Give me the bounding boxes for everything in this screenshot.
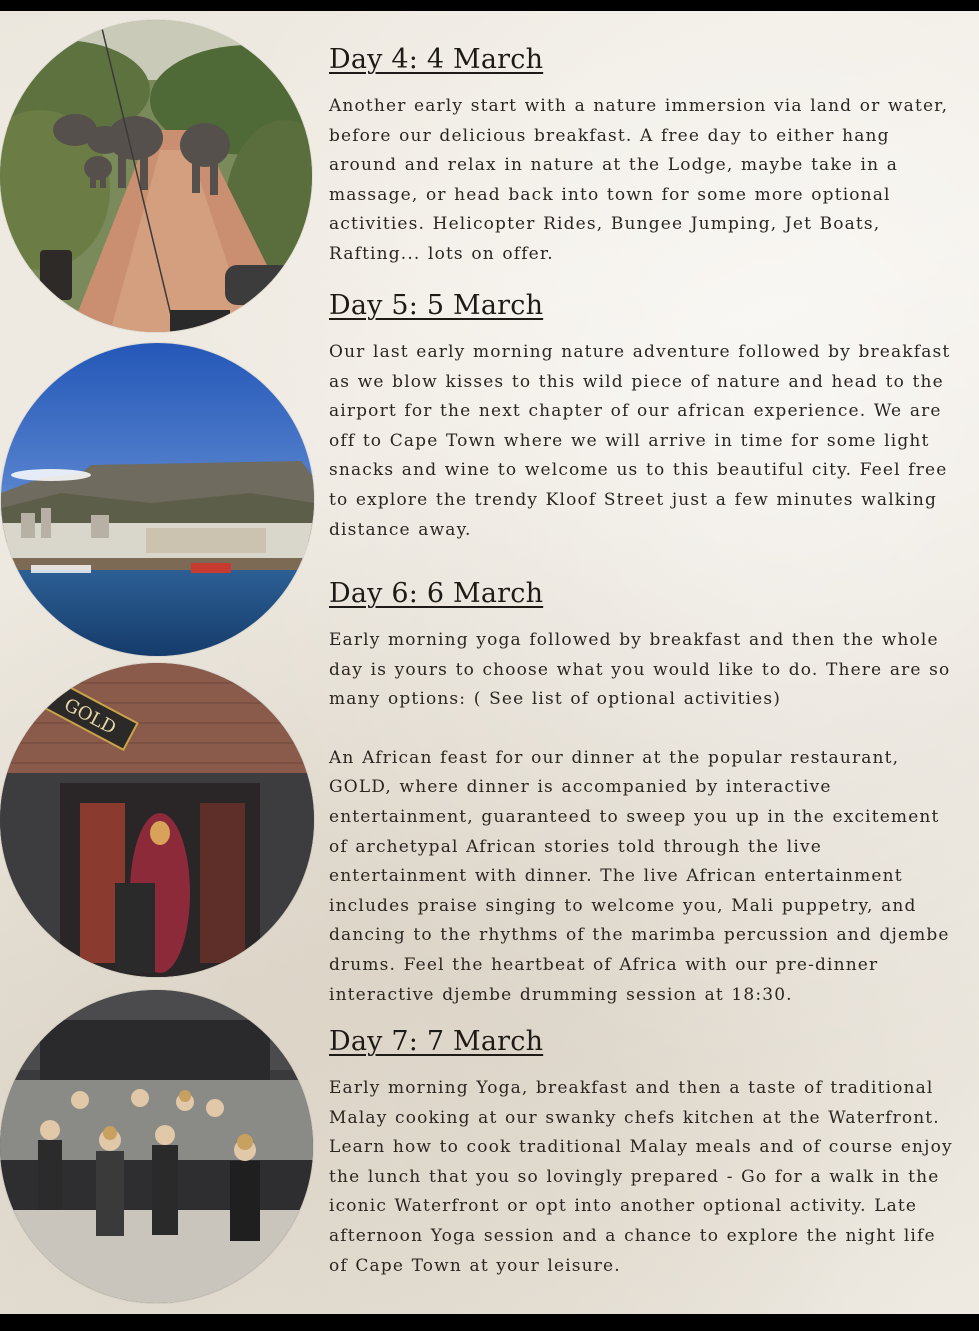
gold-restaurant-photo (0, 663, 314, 977)
day-6-description: Early morning yoga followed by breakfast and then the whole day is yours to choose what you would like to do. There are so many options: ( See list of optional activities) (329, 630, 951, 710)
day-6-section (329, 577, 959, 1010)
day-5-section (329, 289, 959, 545)
gold-sign-text: GOLD (60, 694, 120, 740)
day-4-title: Day 4: 4 March (329, 44, 544, 75)
day-6-dinner-description: An African feast for our dinner at the popular restaurant, GOLD, where dinner is accompanied by interactive entertainment, guaranteed to sweep you up in the excitement of archetypal African stories told through the live entertainment with dinner. The live African entertainment includes praise singing to welcome you, Mali puppetry, and dancing to the rhythms of the marimba percussion and djembe drums. Feel the heartbeat of Africa with our pre-dinner interactive djembe drumming session at 18:30. (329, 747, 950, 1005)
day-7-description: Early morning Yoga, breakfast and then a taste of traditional Malay cooking at our swanky chefs kitchen at the Waterfront. Learn how to cook traditional Malay meals and of course enjoy the lunch that you so lovingly prepared - Go for a walk in the iconic Waterfront or opt into another optional activity. Late afternoon Yoga session and a chance to explore the night life of Cape Town at your leisure. (329, 1078, 953, 1276)
day-4-section (329, 43, 959, 270)
day-4-description: Another early start with a nature immersion via land or water, before our delicious breakfast. A free day to either hang around and relax in nature at the Lodge, maybe take in a massage, or head back into town for some more optional activities. Helicopter Rides, Bungee Jumping, Jet Boats, Rafting... lots on offer. (329, 96, 949, 264)
day-5-description: Our last early morning nature adventure followed by breakfast as we blow kisses to this wild piece of nature and head to the airport for the next chapter of our african experience. We are off to Cape Town where we will arrive in time for some light snacks and wine to welcome us to this beautiful city. Feel free to explore the trendy Kloof Street just a few minutes walking distance away. (329, 342, 951, 540)
table-mountain-photo (1, 343, 314, 656)
day-6-title: Day 6: 6 March (329, 578, 544, 609)
day-5-title: Day 5: 5 March (329, 290, 544, 321)
elephants-photo (0, 20, 312, 332)
itinerary-page (0, 11, 979, 1314)
day-7-title: Day 7: 7 March (329, 1026, 544, 1057)
day-7-section (329, 1025, 959, 1281)
cooking-class-photo (0, 990, 313, 1303)
